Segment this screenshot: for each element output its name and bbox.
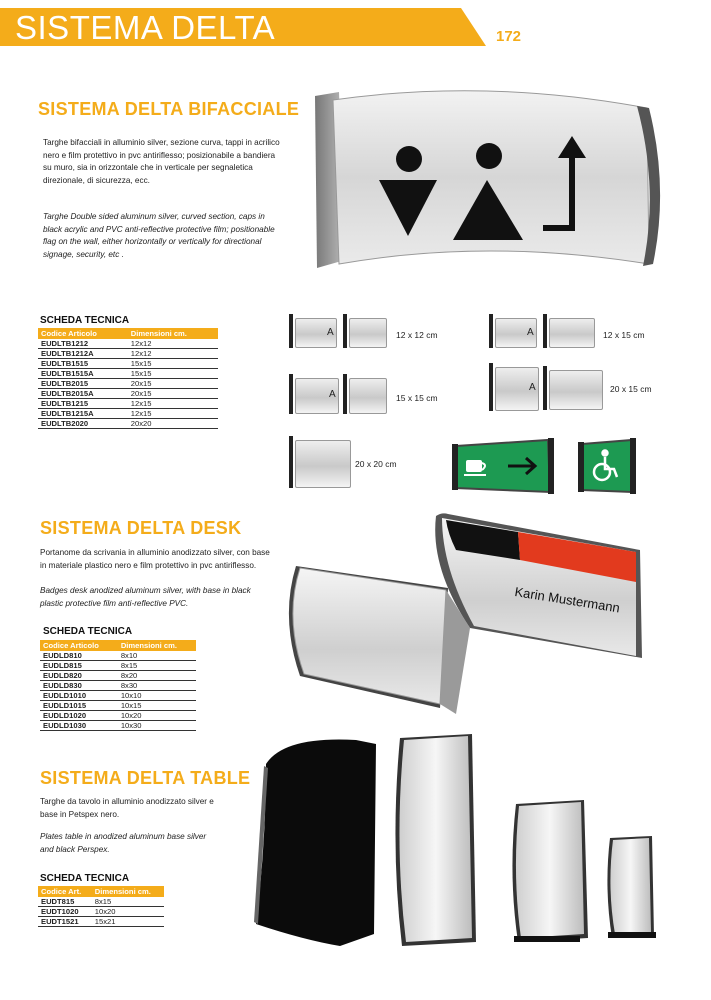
col-dim: Dimensioni cm. xyxy=(118,640,196,651)
table-stands-image xyxy=(244,724,664,950)
spec-table-table xyxy=(38,886,164,927)
bracket xyxy=(289,374,293,414)
page-number: 172 xyxy=(496,28,522,45)
table-row: EUDT815 8x15 xyxy=(38,897,164,907)
col-dim: Dimensioni cm. xyxy=(128,328,218,339)
size-label: 12 x 12 cm xyxy=(396,330,438,340)
table-row: EUDT1020 10x20 xyxy=(38,907,164,917)
table-row: EUDLD1010 10x10 xyxy=(40,691,196,701)
table-row: EUDLD1015 10x15 xyxy=(40,701,196,711)
table-row: EUDLTB1215A 12x15 xyxy=(38,409,218,419)
scheda-tecnica-table: SCHEDA TECNICA xyxy=(40,873,130,884)
table-row: EUDLTB2015A 20x15 xyxy=(38,389,218,399)
col-code: Codice Art. xyxy=(38,886,92,897)
table-row: EUDLD1020 10x20 xyxy=(40,711,196,721)
bifacciale-sign-image xyxy=(287,88,669,278)
table-desc-it: Targhe da tavolo in alluminio anodizzato silver e base in Petspex nero. xyxy=(40,797,214,819)
accessible-sign xyxy=(576,436,638,500)
size-label: 20 x 15 cm xyxy=(610,384,652,394)
bifacciale-desc-it: Targhe bifacciali in alluminio silver, sezione curva, tappi in acrilico nero e film protettivo in pvc antiriflesso; posizionabile a bandiera su muro, sia in orizzontale che in verticale per segnaletica direzionale, di sicurezza, ecc. xyxy=(43,138,280,185)
desk-nameplate-image xyxy=(270,508,660,720)
plate-12x12 xyxy=(349,318,387,348)
desk-desc-it: Portanome da scrivania in alluminio anodizzato silver, con base in materiale plastico nero e film protettivo in pvc antiriflesso. xyxy=(40,548,270,570)
bracket xyxy=(543,366,547,410)
coffee-exit-sign xyxy=(452,436,556,500)
col-code: Codice Articolo xyxy=(38,328,128,339)
table-row: EUDLD830 8x30 xyxy=(40,681,196,691)
col-dim: Dimensioni cm. xyxy=(92,886,164,897)
table-row: EUDLTB1212A 12x12 xyxy=(38,349,218,359)
table-row: EUDLTB1212 12x12 xyxy=(38,339,218,349)
bracket xyxy=(343,374,347,414)
table-row: EUDLD810 8x10 xyxy=(40,651,196,661)
table-row: EUDLTB2020 20x20 xyxy=(38,419,218,429)
table-row: EUDLTB1215 12x15 xyxy=(38,399,218,409)
plate-20x15-a: A xyxy=(495,367,539,411)
plate-20x20 xyxy=(295,440,351,488)
section-title-bifacciale: SISTEMA DELTA BIFACCIALE xyxy=(38,99,300,119)
table-row: EUDT1521 15x21 xyxy=(38,917,164,927)
plate-12x15 xyxy=(549,318,595,348)
plate-12x12-a: A xyxy=(295,318,337,348)
table-row: EUDLD820 8x20 xyxy=(40,671,196,681)
plate-15x15-a: A xyxy=(295,378,339,414)
size-label: 20 x 20 cm xyxy=(355,459,397,469)
nameplate-text: Karin Mustermann xyxy=(513,584,621,616)
plate-20x15 xyxy=(549,370,603,410)
bracket xyxy=(289,314,293,348)
scheda-tecnica-bifacciale: SCHEDA TECNICA xyxy=(40,315,130,326)
table-desc-en: Plates table in anodized aluminum base silver and black Perspex. xyxy=(40,832,207,854)
bracket xyxy=(489,363,493,411)
section-title-desk: SISTEMA DELTA DESK xyxy=(40,518,242,538)
size-label: 15 x 15 cm xyxy=(396,393,438,403)
plate-15x15 xyxy=(349,378,387,414)
col-code: Codice Articolo xyxy=(40,640,118,651)
table-row: EUDLD1030 10x30 xyxy=(40,721,196,731)
scheda-tecnica-desk: SCHEDA TECNICA xyxy=(43,626,133,637)
section-title-table: SISTEMA DELTA TABLE xyxy=(40,768,251,788)
spec-table-bifacciale xyxy=(38,328,218,429)
bracket xyxy=(543,314,547,348)
table-row: EUDLTB1515A 15x15 xyxy=(38,369,218,379)
bracket xyxy=(289,436,293,488)
size-label: 12 x 15 cm xyxy=(603,330,645,340)
plate-12x15-a: A xyxy=(495,318,537,348)
spec-table-desk xyxy=(40,640,196,731)
desk-desc-en: Badges desk anodized aluminum silver, with base in black plastic protective film anti-reflective PVC. xyxy=(40,586,251,608)
table-row: EUDLD815 8x15 xyxy=(40,661,196,671)
bracket xyxy=(343,314,347,348)
bracket xyxy=(489,314,493,348)
table-row: EUDLTB1515 15x15 xyxy=(38,359,218,369)
table-row: EUDLTB2015 20x15 xyxy=(38,379,218,389)
page-title: SISTEMA DELTA xyxy=(15,9,276,46)
bifacciale-desc-en: Targhe Double sided aluminum silver, curved section, caps in black acrylic and PVC anti-reflective protective film; positionable flag on the wall, either horizontally or vertically for directional signage, security, etc . xyxy=(43,212,275,259)
